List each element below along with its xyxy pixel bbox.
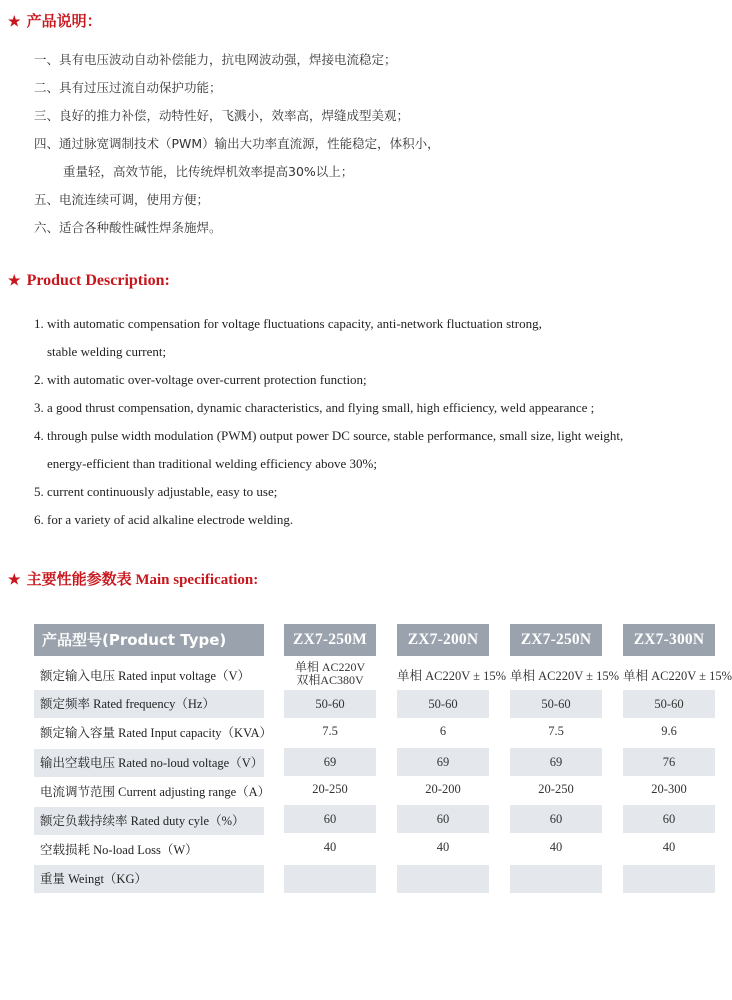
cn-item-6: 六、适合各种酸性碱性焊条施焊。 [34, 220, 222, 235]
spec-cell: 9.6 [661, 724, 677, 738]
spec-cell: 单相 AC220V ± 15% [397, 669, 507, 683]
spec-row-label: 重量 Weingt（KG） [34, 865, 264, 893]
star-icon: ★ [8, 274, 21, 289]
cn-section-title [8, 10, 102, 31]
cn-item-4: 四、通过脉宽调制技术（PWM）输出大功率直流源，性能稳定，体积小， [34, 136, 440, 151]
spec-cell: 20-200 [425, 782, 461, 796]
voltage-line: 单相 AC220V [294, 660, 366, 674]
spec-section-title [8, 568, 258, 589]
spec-cell: 40 [662, 840, 676, 854]
en-item-1: 1. with automatic compensation for voltage fluctuations capacity, anti-network fluctuation strong, [34, 316, 542, 331]
spec-cell [397, 865, 489, 893]
en-item-2: 2. with automatic over-voltage over-current protection function; [34, 372, 367, 387]
cn-item-3: 三、良好的推力补偿，动特性好，飞溅小，效率高，焊缝成型美观； [34, 108, 410, 123]
voltage-line: 双相AC380V [296, 673, 364, 687]
spec-cell: 50-60 [284, 690, 376, 718]
cn-item-5: 五、电流连续可调，使用方便； [34, 192, 210, 207]
spec-cell: 76 [623, 748, 715, 776]
spec-row-label: 额定输入容量 Rated Input capacity（KVA） [40, 726, 273, 740]
cn-title-text: 产品说明： [26, 14, 102, 30]
spec-cell [284, 865, 376, 893]
spec-cell: 69 [397, 748, 489, 776]
spec-cell: 单相 AC220V ± 15% [623, 669, 732, 683]
spec-cell: 7.5 [322, 724, 338, 738]
spec-cell: 20-250 [538, 782, 574, 796]
cn-item-4-cont: 重量轻，高效节能，比传统焊机效率提高30%以上； [63, 164, 354, 179]
spec-cell: 40 [436, 840, 450, 854]
spec-cell [623, 865, 715, 893]
spec-cell: 7.5 [548, 724, 564, 738]
spec-cell: 60 [623, 805, 715, 833]
model-header-1: ZX7-250M [284, 624, 376, 656]
spec-row-label: 电流调节范围 Current adjusting range（A） [40, 785, 271, 799]
en-description-list [34, 310, 623, 534]
spec-cell [510, 865, 602, 893]
en-item-4-cont: energy-efficient than traditional welding efficiency above 30%; [47, 456, 377, 471]
spec-cell: 69 [510, 748, 602, 776]
model-header-3: ZX7-250N [510, 624, 602, 656]
en-item-6: 6. for a variety of acid alkaline electrode welding. [34, 512, 294, 527]
spec-title-text: 主要性能参数表 Main specification: [26, 572, 259, 588]
spec-cell: 40 [549, 840, 563, 854]
spec-cell: 50-60 [397, 690, 489, 718]
cn-item-1: 一、具有电压波动自动补偿能力，抗电网波动强，焊接电流稳定； [34, 52, 397, 67]
cn-description-list [34, 46, 440, 242]
spec-cell [284, 660, 376, 688]
en-item-4: 4. through pulse width modulation (PWM) output power DC source, stable performance, small size, light weight, [34, 428, 624, 443]
en-section-title [8, 272, 170, 290]
spec-row-label: 额定输入电压 Rated input voltage（V） [40, 669, 251, 683]
star-icon: ★ [8, 15, 21, 30]
spec-cell: 60 [284, 805, 376, 833]
spec-cell: 50-60 [510, 690, 602, 718]
model-header-4: ZX7-300N [623, 624, 715, 656]
spec-cell: 单相 AC220V ± 15% [510, 669, 620, 683]
spec-cell: 69 [284, 748, 376, 776]
cn-item-2: 二、具有过压过流自动保护功能； [34, 80, 222, 95]
spec-row-label: 空载损耗 No-load Loss（W） [40, 843, 198, 857]
en-item-3: 3. a good thrust compensation, dynamic characteristics, and flying small, high efficiency, weld appearance ; [34, 400, 595, 415]
model-header-2: ZX7-200N [397, 624, 489, 656]
en-item-1-cont: stable welding current; [47, 344, 167, 359]
en-item-5: 5. current continuously adjustable, easy to use; [34, 484, 278, 499]
spec-cell: 20-250 [312, 782, 348, 796]
spec-cell: 6 [439, 724, 447, 738]
spec-cell: 40 [323, 840, 337, 854]
en-title-text: Product Description: [26, 272, 170, 289]
spec-cell: 60 [397, 805, 489, 833]
spec-cell: 50-60 [623, 690, 715, 718]
spec-row-label: 输出空载电压 Rated no-loud voltage（V） [34, 749, 264, 777]
spec-cell: 20-300 [651, 782, 687, 796]
product-type-header: 产品型号(Product Type) [34, 624, 264, 656]
spec-cell: 60 [510, 805, 602, 833]
spec-row-label: 额定频率 Rated frequency（Hz） [34, 690, 264, 718]
spec-row-label: 额定负载持续率 Rated duty cyle（%） [34, 807, 264, 835]
star-icon: ★ [8, 573, 21, 588]
